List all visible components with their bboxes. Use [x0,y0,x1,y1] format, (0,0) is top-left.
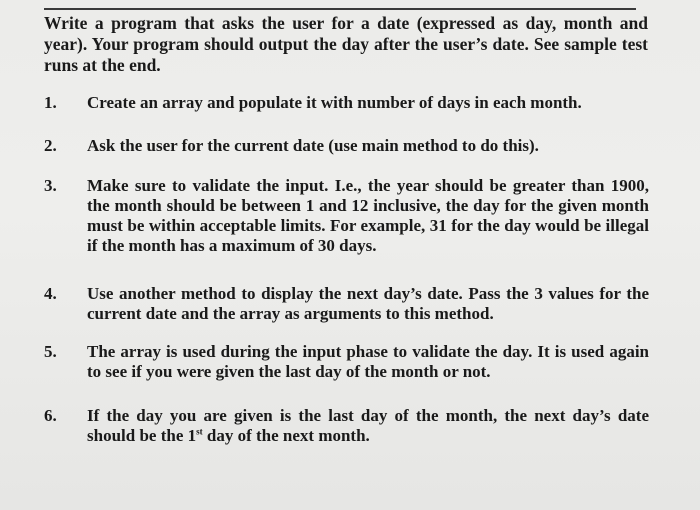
item-text: The array is used during the input phase to validate the day. It is used again to see if you were given the last day of the month or not. [87,342,649,381]
ordinal-suffix: st [196,426,203,437]
item-text: Make sure to validate the input. I.e., the year should be greater than 1900, the month should be between 1 and 12 inclusive, the day for the given month must be within acceptable limits. For example, 31 for the day would be illegal if the month has a maximum of 30 days. [87,176,649,255]
top-rule [44,8,636,10]
item-text: Ask the user for the current date (use main method to do this). [87,136,539,155]
item-text-after: day of the next month. [202,426,370,445]
item-text: Create an array and populate it with number of days in each month. [87,93,582,112]
item-text [87,406,649,446]
item-number: 2. [44,136,57,155]
item-number: 1. [44,93,57,112]
item-number: 3. [44,176,57,195]
intro-paragraph: Write a program that asks the user for a date (expressed as day, month and year). Your program should output the day after the user’s date. See sample test runs at the end. [44,13,648,75]
item-number: 6. [44,406,57,425]
item-number: 5. [44,342,57,361]
item-text-before: If the day you are given is the last day of the month, the next day’s date should be the 1 [87,406,649,445]
item-text: Use another method to display the next day’s date. Pass the 3 values for the current date and the array as arguments to this method. [87,284,649,323]
item-number: 4. [44,284,57,303]
